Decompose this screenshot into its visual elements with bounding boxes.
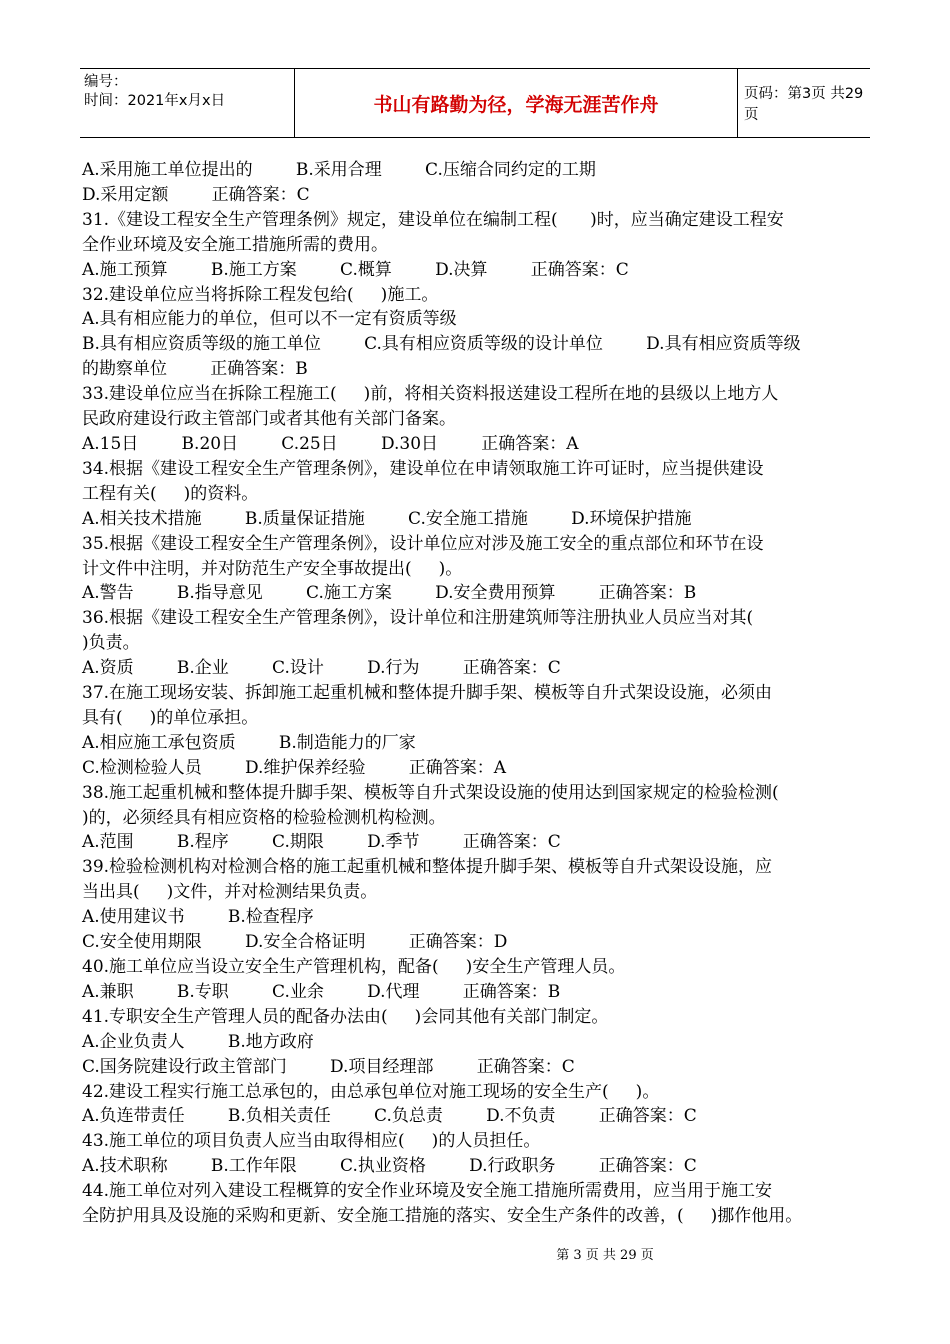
text-line: 33.建设单位应当在拆除工程施工( )前，将相关资料报送建设工程所在地的县级以上地方人	[82, 384, 779, 405]
text-line: 计文件中注明，并对防范生产安全事故提出( )。	[82, 558, 463, 579]
text-line: 44.施工单位对列入建设工程概算的安全作业环境及安全施工措施所需费用，应当用于施工安	[82, 1181, 773, 1202]
text-line: 工程有关( )的资料。	[82, 483, 259, 504]
text-line: A.施工预算 B.施工方案 C.概算 D.决算 正确答案：C	[82, 259, 629, 280]
text-line: )负责。	[82, 633, 140, 654]
text-line: A.使用建议书 B.检查程序	[82, 907, 314, 928]
text-line: A.15日 B.20日 C.25日 D.30日 正确答案：A	[82, 433, 579, 454]
text-line: 全防护用具及设施的采购和更新、安全施工措施的落实、安全生产条件的改善，( )挪作他用。	[82, 1206, 803, 1227]
page-header	[80, 68, 870, 138]
header-page-number: 页码：第3页 共29页	[744, 86, 864, 123]
text-line: A.技术职称 B.工作年限 C.执业资格 D.行政职务 正确答案：C	[82, 1156, 697, 1177]
text-line: 的勘察单位 正确答案：B	[82, 359, 308, 380]
text-line: A.资质 B.企业 C.设计 D.行为 正确答案：C	[82, 658, 561, 679]
header-code: 编号：	[84, 74, 128, 90]
text-line: 32.建设单位应当将拆除工程发包给( )施工。	[82, 284, 439, 305]
text-line: 具有( )的单位承担。	[82, 707, 259, 728]
document-body	[82, 158, 872, 1229]
text-line: 39.检验检测机构对检测合格的施工起重机械和整体提升脚手架、模板等自升式架设设施，应	[82, 857, 773, 878]
text-line: C.国务院建设行政主管部门 D.项目经理部 正确答案：C	[82, 1056, 575, 1077]
text-line: A.企业负责人 B.地方政府	[82, 1031, 314, 1052]
header-date: 时间：2021年x月x日	[84, 93, 226, 109]
text-line: 42.建设工程实行施工总承包的，由总承包单位对施工现场的安全生产( )。	[82, 1081, 660, 1102]
text-line: 38.施工起重机械和整体提升脚手架、模板等自升式架设设施的使用达到国家规定的检验检测(	[82, 782, 779, 803]
text-line: A.相应施工承包资质 B.制造能力的厂家	[82, 732, 416, 753]
text-line: A.兼职 B.专职 C.业余 D.代理 正确答案：B	[82, 981, 561, 1002]
text-line: 37.在施工现场安装、拆卸施工起重机械和整体提升脚手架、模板等自升式架设设施，必须由	[82, 683, 773, 704]
text-line: 34.根据《建设工程安全生产管理条例》，建设单位在申请领取施工许可证时，应当提供建设	[82, 458, 764, 479]
text-line: A.采用施工单位提出的 B.采用合理 C.压缩合同约定的工期	[82, 160, 596, 180]
text-line: 41.专职安全生产管理人员的配备办法由( )会同其他有关部门制定。	[82, 1006, 609, 1027]
page-footer: 第 3 页 共 29 页	[556, 1248, 654, 1263]
text-line: 全作业环境及安全施工措施所需的费用。	[82, 234, 388, 255]
text-line: 民政府建设行政主管部门或者其他有关部门备案。	[82, 409, 456, 430]
text-line: 35.根据《建设工程安全生产管理条例》，设计单位应对涉及施工安全的重点部位和环节在设	[82, 533, 764, 554]
text-line: A.相关技术措施 B.质量保证措施 C.安全施工措施 D.环境保护措施	[82, 508, 692, 529]
text-line: C.安全使用期限 D.安全合格证明 正确答案：D	[82, 932, 508, 953]
text-line: 43.施工单位的项目负责人应当由取得相应( )的人员担任。	[82, 1131, 541, 1152]
text-line: D.采用定额 正确答案：C	[82, 184, 310, 205]
header-motto: 书山有路勤为径，学海无涯苦作舟	[294, 69, 738, 137]
text-line: B.具有相应资质等级的施工单位 C.具有相应资质等级的设计单位 D.具有相应资质等级	[82, 334, 801, 355]
text-line: A.范围 B.程序 C.期限 D.季节 正确答案：C	[82, 832, 561, 853]
text-line: A.警告 B.指导意见 C.施工方案 D.安全费用预算 正确答案：B	[82, 583, 697, 604]
text-line: 36.根据《建设工程安全生产管理条例》，设计单位和注册建筑师等注册执业人员应当对其(	[82, 608, 754, 629]
text-line: 当出具( )文件，并对检测结果负责。	[82, 882, 378, 903]
text-line: 40.施工单位应当设立安全生产管理机构，配备( )安全生产管理人员。	[82, 957, 626, 977]
text-line: 31.《建设工程安全生产管理条例》规定，建设单位在编制工程( )时，应当确定建设工程安	[82, 209, 784, 230]
text-line: A.具有相应能力的单位，但可以不一定有资质等级	[82, 309, 457, 330]
text-line: )的，必须经具有相应资格的检验检测机构检测。	[82, 807, 446, 828]
text-line: C.检测检验人员 D.维护保养经验 正确答案：A	[82, 757, 506, 778]
text-line: A.负连带责任 B.负相关责任 C.负总责 D.不负责 正确答案：C	[82, 1106, 697, 1127]
header-info	[84, 73, 294, 133]
